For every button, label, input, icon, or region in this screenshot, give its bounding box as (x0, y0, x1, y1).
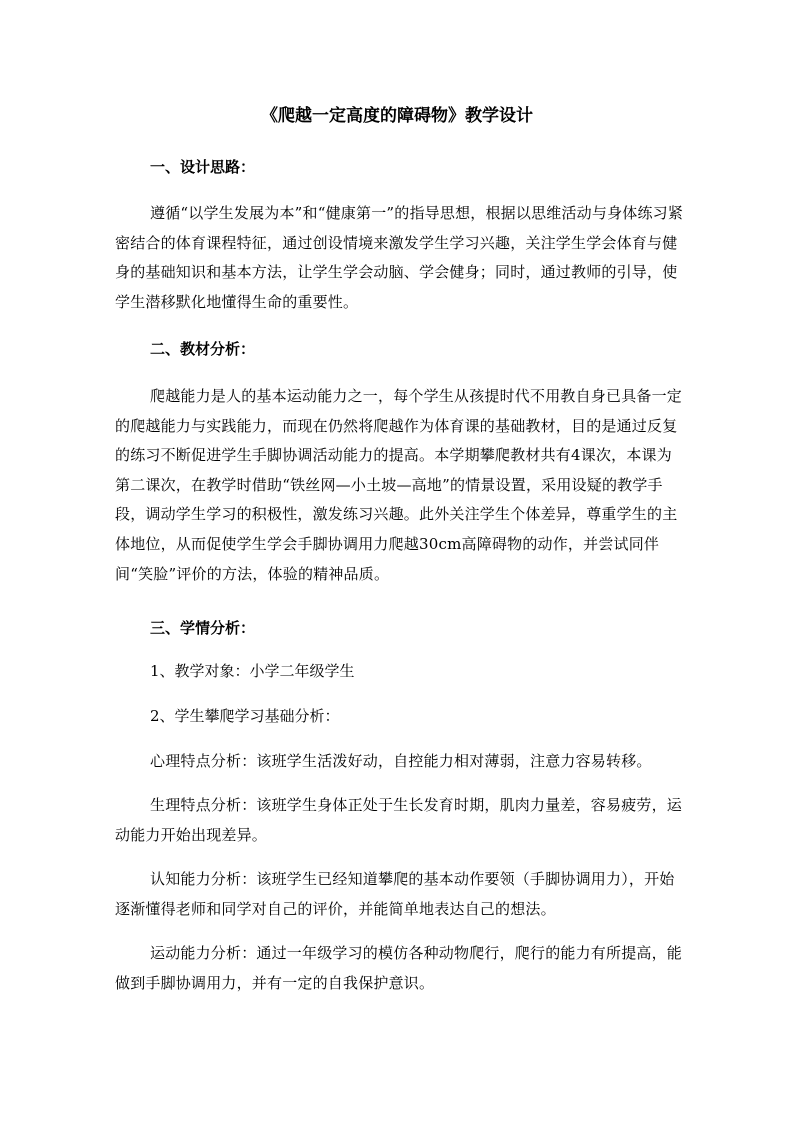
list-item-teaching-object: 1、教学对象：小学二年级学生 (150, 662, 355, 680)
section-heading-material-analysis: 二、教材分析： (150, 340, 256, 358)
paragraph-motor-ability: 运动能力分析：通过一年级学习的模仿各种动物爬行，爬行的能力有所提高，能做到手脚协调用力，并有一定的自我保护意识。 (115, 944, 683, 992)
paragraph-cognitive: 认知能力分析：该班学生已经知道攀爬的基本动作要领（手脚协调用力），开始逐渐懂得老师和同学对自己的评价，并能简单地表达自己的想法。 (115, 870, 675, 918)
document-title: 《爬越一定高度的障碍物》教学设计 (261, 106, 533, 126)
paragraph-psychological: 心理特点分析：该班学生活泼好动，自控能力相对薄弱，注意力容易转移。 (150, 752, 652, 770)
paragraph-physiological: 生理特点分析：该班学生身体正处于生长发育时期，肌肉力量差，容易疲劳，运动能力开始出现差异。 (115, 796, 683, 844)
paragraph-material-analysis: 爬越能力是人的基本运动能力之一，每个学生从孩提时代不用教自身已具备一定的爬越能力与实践能力，而现在仍然将爬越作为体育课的基础教材，目的是通过反复的练习不断促进学生手脚协调活动能力的提高。本学期攀爬教材共有4课次，本课为第二课次，在教学时借助“铁丝网—小土坡—高地”的情景设置，采用设疑的教学手段，调动学生学习的积极性，激发练习兴趣。此外关注学生个体差异，尊重学生的主体地位，从而促使学生学会手脚协调用力爬越30cm高障碍物的动作，并尝试同伴间“笑脸”评价的方法，体验的精神品质。 (115, 387, 683, 583)
section-heading-student-analysis: 三、学情分析： (150, 619, 256, 637)
section-heading-design-idea: 一、设计思路： (150, 158, 256, 176)
paragraph-design-idea: 遵循“以学生发展为本”和“健康第一”的指导思想，根据以思维活动与身体练习紧密结合的体育课程特征，通过创设情境来激发学生学习兴趣，关注学生学会体育与健身的基础知识和基本方法，让学生学会动脑、学会健身；同时，通过教师的引导，使学生潜移默化地懂得生命的重要性。 (115, 204, 684, 311)
list-item-climbing-basis: 2、学生攀爬学习基础分析： (150, 707, 340, 725)
